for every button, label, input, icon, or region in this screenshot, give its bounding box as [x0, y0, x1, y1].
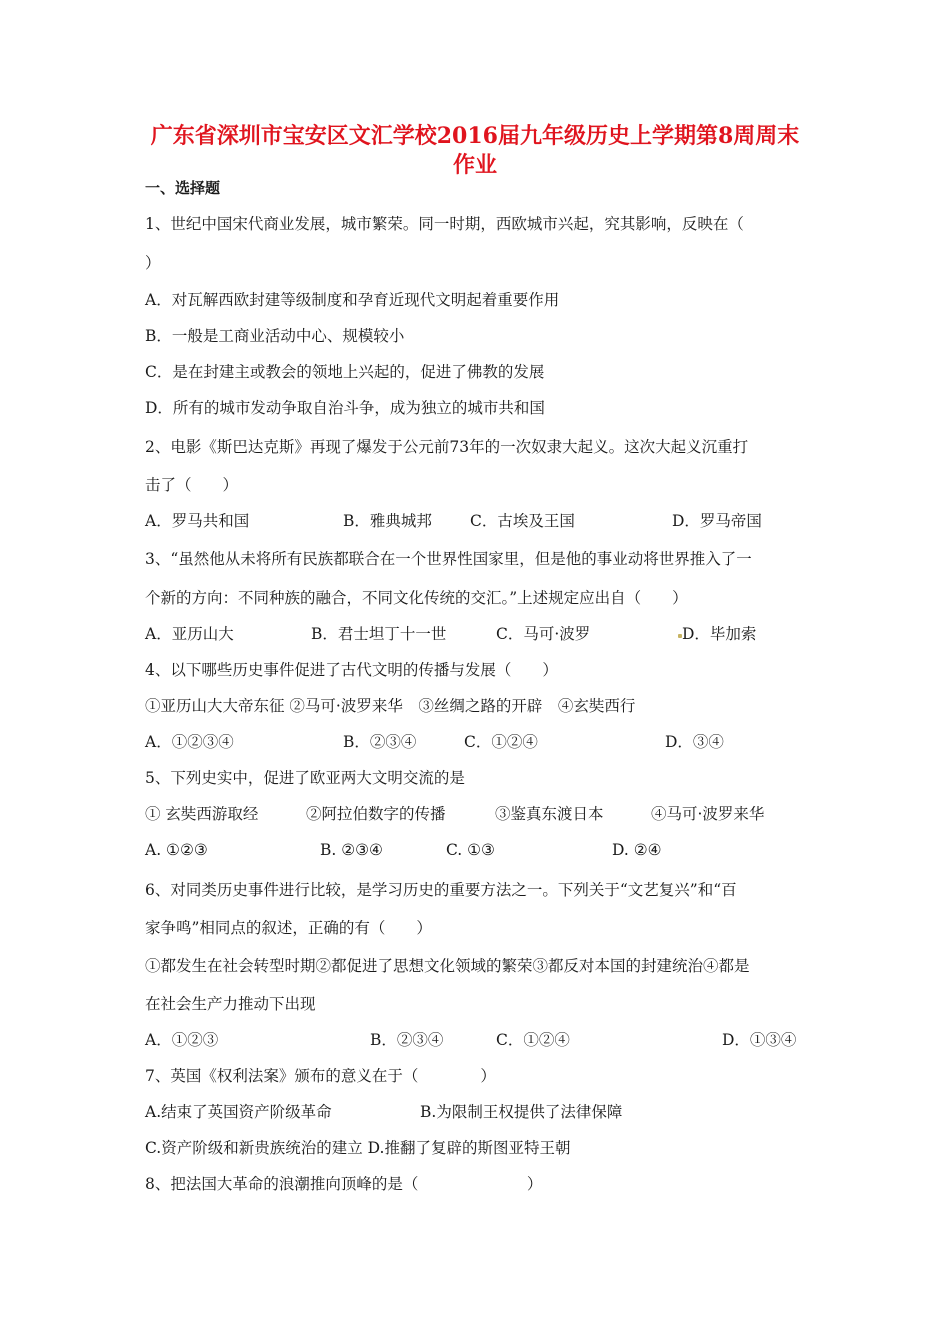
question-7-stem: 7、英国《权利法案》颁布的意义在于（ ）	[145, 1067, 496, 1085]
question-5-option-b: B. ②③④	[320, 841, 383, 859]
question-5-item-3: ③鉴真东渡日本	[495, 805, 604, 823]
question-4-stem-line-2: ①亚历山大大帝东征 ②马可·波罗来华 ③丝绸之路的开辟 ④玄奘西行	[145, 697, 636, 715]
question-3-option-c: C．马可·波罗	[496, 625, 591, 643]
stray-mark	[678, 634, 682, 638]
question-5-item-2: ②阿拉伯数字的传播	[306, 805, 446, 823]
question-5-option-c: C. ①③	[446, 841, 495, 859]
question-3-option-d: D．毕加索	[682, 625, 757, 643]
question-4-option-a: A．①②③④	[145, 733, 234, 751]
question-5-option-d: D. ②④	[612, 841, 662, 859]
question-2-option-d: D．罗马帝国	[672, 512, 762, 530]
document-title-line-2: 作业	[452, 152, 497, 178]
question-3-option-b: B．君士坦丁十一世	[311, 625, 447, 643]
question-5-stem: 5、下列史实中，促进了欧亚两大文明交流的是	[145, 769, 465, 787]
question-1-option-a: A．对瓦解西欧封建等级制度和孕育近现代文明起着重要作用	[145, 291, 560, 309]
question-2-stem-line-2: 击了（ ）	[145, 476, 239, 494]
question-1-option-b: B．一般是工商业活动中心、规模较小	[145, 327, 405, 345]
question-1-stem-line-1: 1、世纪中国宋代商业发展，城市繁荣。同一时期，西欧城市兴起，究其影响，反映在（	[145, 215, 744, 233]
question-4-stem-line-1: 4、以下哪些历史事件促进了古代文明的传播与发展（ ）	[145, 661, 558, 679]
question-6-stem-line-1: 6、对同类历史事件进行比较，是学习历史的重要方法之一。下列关于“文艺复兴”和“百	[145, 881, 737, 899]
question-2-option-c: C．古埃及王国	[470, 512, 575, 530]
question-4-option-b: B．②③④	[343, 733, 417, 751]
question-8-stem: 8、把法国大革命的浪潮推向顶峰的是（ ）	[145, 1175, 543, 1193]
question-6-option-b: B．②③④	[370, 1031, 444, 1049]
question-1-option-d: D．所有的城市发动争取自治斗争，成为独立的城市共和国	[145, 399, 545, 417]
question-6-option-c: C．①②④	[496, 1031, 570, 1049]
question-2-option-b: B．雅典城邦	[343, 512, 432, 530]
question-7-option-a: A.结束了英国资产阶级革命	[145, 1103, 332, 1121]
section-heading: 一、选择题	[145, 179, 221, 197]
question-6-option-d: D．①③④	[722, 1031, 797, 1049]
question-3-stem-line-1: 3、“虽然他从未将所有民族都联合在一个世界性国家里，但是他的事业动将世界推入了一	[145, 550, 752, 568]
question-6-stem-line-4: 在社会生产力推动下出现	[145, 995, 316, 1013]
question-4-option-d: D．③④	[665, 733, 724, 751]
question-2-option-a: A．罗马共和国	[145, 512, 250, 530]
question-7-option-b: B.为限制王权提供了法律保障	[420, 1103, 623, 1121]
question-7-option-cd: C.资产阶级和新贵族统治的建立 D.推翻了复辟的斯图亚特王朝	[145, 1139, 571, 1157]
question-3-stem-line-2: 个新的方向：不同种族的融合，不同文化传统的交汇。”上述规定应出自（ ）	[145, 589, 688, 607]
question-3-option-a: A．亚历山大	[145, 625, 234, 643]
document-title-line-1: 广东省深圳市宝安区文汇学校2016届九年级历史上学期第8周周末	[150, 123, 800, 149]
question-4-option-c: C．①②④	[464, 733, 538, 751]
question-5-item-4: ④马可·波罗来华	[651, 805, 765, 823]
question-6-stem-line-2: 家争鸣”相同点的叙述，正确的有（ ）	[145, 919, 432, 937]
question-1-stem-line-2: ）	[145, 254, 161, 272]
question-6-stem-line-3: ①都发生在社会转型时期②都促进了思想文化领域的繁荣③都反对本国的封建统治④都是	[145, 957, 750, 975]
question-2-stem-line-1: 2、电影《斯巴达克斯》再现了爆发于公元前73年的一次奴隶大起义。这次大起义沉重打	[145, 438, 749, 456]
question-5-item-1: ① 玄奘西游取经	[145, 805, 259, 823]
question-5-option-a: A. ①②③	[145, 841, 208, 859]
question-1-option-c: C．是在封建主或教会的领地上兴起的，促进了佛教的发展	[145, 363, 545, 381]
question-6-option-a: A．①②③	[145, 1031, 219, 1049]
